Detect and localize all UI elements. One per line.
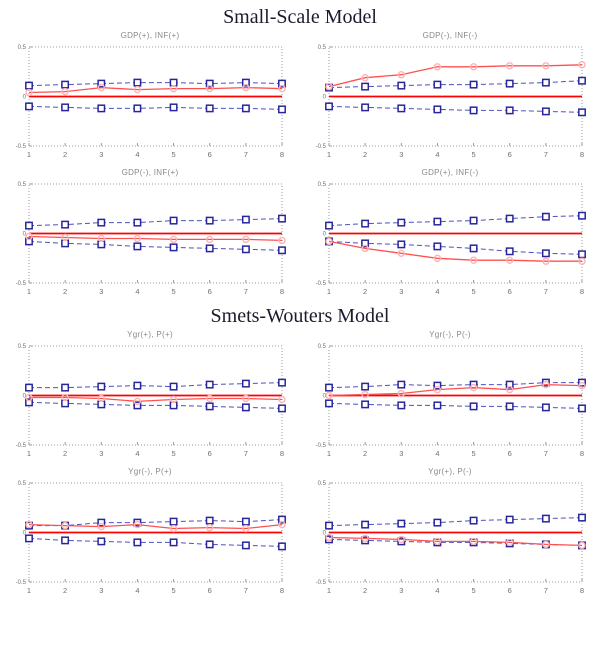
band-square-marker <box>507 403 513 409</box>
band-square-marker <box>326 384 332 390</box>
subplot-title: Ygr(-), P(+) <box>128 467 172 476</box>
subplot-panel <box>306 465 594 602</box>
y-tick-label: 0.5 <box>17 182 26 188</box>
band-square-marker <box>279 106 285 112</box>
band-square-marker <box>543 79 549 85</box>
band-square-marker <box>207 105 213 111</box>
band-square-marker <box>170 539 176 545</box>
x-tick-label: 2 <box>63 586 68 595</box>
x-tick-label: 3 <box>399 287 404 296</box>
x-tick-label: 8 <box>579 586 585 595</box>
band-square-marker <box>134 243 140 249</box>
band-square-marker <box>98 105 104 111</box>
x-tick-label: 2 <box>63 150 68 159</box>
subplot-canvas <box>12 42 288 166</box>
y-tick-label: 0.5 <box>17 45 26 51</box>
band-square-marker <box>507 516 513 522</box>
x-tick-label: 7 <box>543 150 548 159</box>
band-square-marker <box>26 103 32 109</box>
x-tick-label: 3 <box>399 150 404 159</box>
x-tick-label: 3 <box>99 287 104 296</box>
band-square-marker <box>470 245 476 251</box>
group-title-smets-wouters: Smets-Wouters Model <box>210 305 390 327</box>
band-square-marker <box>434 106 440 112</box>
band-square-marker <box>26 222 32 228</box>
x-tick-label: 4 <box>135 586 140 595</box>
band-square-marker <box>170 383 176 389</box>
subplot-title: GDP(-), INF(-) <box>422 31 478 40</box>
band-square-marker <box>243 518 249 524</box>
subplot-panel <box>6 166 294 303</box>
band-square-marker <box>207 541 213 547</box>
x-tick-label: 1 <box>26 449 32 458</box>
band-square-marker <box>362 401 368 407</box>
subplot-title: GDP(+), INF(-) <box>421 168 479 177</box>
x-tick-label: 4 <box>435 449 440 458</box>
subplot-title: GDP(-), INF(+) <box>121 168 179 177</box>
x-tick-label: 5 <box>171 287 176 296</box>
y-tick-label: -0.5 <box>315 281 326 287</box>
band-square-marker <box>579 109 585 115</box>
band-square-marker <box>434 218 440 224</box>
x-tick-label: 6 <box>207 287 212 296</box>
y-tick-label: 0 <box>22 231 26 238</box>
band-square-marker <box>398 241 404 247</box>
x-tick-label: 1 <box>326 287 332 296</box>
x-tick-label: 7 <box>243 150 248 159</box>
band-square-marker <box>26 535 32 541</box>
x-tick-label: 3 <box>399 586 404 595</box>
x-tick-label: 7 <box>543 586 548 595</box>
band-square-marker <box>543 108 549 114</box>
band-square-marker <box>362 83 368 89</box>
band-square-marker <box>279 247 285 253</box>
x-tick-label: 8 <box>579 287 585 296</box>
band-square-marker <box>579 251 585 257</box>
x-tick-label: 6 <box>507 449 512 458</box>
subplot-canvas <box>312 341 588 465</box>
band-square-marker <box>579 78 585 84</box>
band-square-marker <box>170 79 176 85</box>
band-square-marker <box>362 521 368 527</box>
band-square-marker <box>507 248 513 254</box>
subplot-panel <box>6 465 294 602</box>
band-square-marker <box>62 384 68 390</box>
x-tick-label: 2 <box>363 150 368 159</box>
band-square-marker <box>26 384 32 390</box>
band-square-marker <box>207 217 213 223</box>
subplot-panel <box>306 166 594 303</box>
y-tick-label: -0.5 <box>15 580 26 586</box>
band-square-marker <box>470 217 476 223</box>
group-title-small-scale: Small-Scale Model <box>223 6 377 28</box>
band-square-marker <box>207 381 213 387</box>
x-tick-label: 7 <box>543 449 548 458</box>
band-square-marker <box>398 402 404 408</box>
x-tick-label: 2 <box>63 287 68 296</box>
band-square-marker <box>62 537 68 543</box>
x-tick-label: 5 <box>171 150 176 159</box>
x-tick-label: 7 <box>243 287 248 296</box>
band-square-marker <box>62 81 68 87</box>
subplot-canvas <box>12 341 288 465</box>
panel-grid-small-scale <box>0 29 600 303</box>
band-square-marker <box>134 79 140 85</box>
x-tick-label: 8 <box>579 449 585 458</box>
subplot-panel <box>306 328 594 465</box>
x-tick-label: 2 <box>363 449 368 458</box>
band-square-marker <box>170 217 176 223</box>
y-tick-label: -0.5 <box>15 443 26 449</box>
band-square-marker <box>326 222 332 228</box>
subplot-panel <box>6 29 294 166</box>
subplot-canvas <box>312 179 588 303</box>
x-tick-label: 3 <box>99 586 104 595</box>
x-tick-label: 7 <box>243 449 248 458</box>
y-tick-label: 0.5 <box>317 182 326 188</box>
subplot-canvas <box>312 478 588 602</box>
band-square-marker <box>326 522 332 528</box>
band-square-marker <box>434 519 440 525</box>
band-square-marker <box>543 250 549 256</box>
x-tick-label: 5 <box>471 150 476 159</box>
band-square-marker <box>507 80 513 86</box>
y-tick-label: -0.5 <box>315 580 326 586</box>
subplot-panel <box>6 328 294 465</box>
x-tick-label: 8 <box>279 449 285 458</box>
band-square-marker <box>170 518 176 524</box>
x-tick-label: 1 <box>26 287 32 296</box>
band-square-marker <box>326 103 332 109</box>
x-tick-label: 2 <box>63 449 68 458</box>
y-tick-label: 0 <box>22 94 26 101</box>
subplot-canvas <box>12 179 288 303</box>
band-square-marker <box>207 517 213 523</box>
band-square-marker <box>579 213 585 219</box>
band-square-marker <box>243 246 249 252</box>
y-tick-label: 0 <box>322 94 326 101</box>
y-tick-label: 0.5 <box>317 481 326 487</box>
x-tick-label: 4 <box>435 586 440 595</box>
x-tick-label: 3 <box>99 449 104 458</box>
band-square-marker <box>543 404 549 410</box>
band-square-marker <box>98 383 104 389</box>
y-tick-label: 0.5 <box>317 344 326 350</box>
y-tick-label: 0 <box>322 530 326 537</box>
band-square-marker <box>279 379 285 385</box>
band-square-marker <box>98 219 104 225</box>
y-tick-label: -0.5 <box>315 144 326 150</box>
band-square-marker <box>543 214 549 220</box>
x-tick-label: 3 <box>399 449 404 458</box>
x-tick-label: 4 <box>135 150 140 159</box>
x-tick-label: 5 <box>471 287 476 296</box>
x-tick-label: 4 <box>135 287 140 296</box>
subplot-title: Ygr(+), P(+) <box>127 330 173 339</box>
band-square-marker <box>134 105 140 111</box>
band-square-marker <box>579 514 585 520</box>
x-tick-label: 5 <box>471 586 476 595</box>
band-square-marker <box>170 104 176 110</box>
band-square-marker <box>507 107 513 113</box>
band-square-marker <box>398 219 404 225</box>
band-square-marker <box>398 520 404 526</box>
band-square-marker <box>362 104 368 110</box>
x-tick-label: 1 <box>326 150 332 159</box>
x-tick-label: 8 <box>279 586 285 595</box>
y-tick-label: 0.5 <box>17 481 26 487</box>
x-tick-label: 6 <box>207 586 212 595</box>
band-square-marker <box>470 517 476 523</box>
panel-grid-smets-wouters <box>0 328 600 602</box>
band-square-marker <box>170 244 176 250</box>
x-tick-label: 6 <box>207 449 212 458</box>
x-tick-label: 2 <box>363 586 368 595</box>
y-tick-label: 0 <box>22 393 26 400</box>
band-square-marker <box>98 538 104 544</box>
band-square-marker <box>362 220 368 226</box>
band-square-marker <box>279 405 285 411</box>
y-tick-label: -0.5 <box>315 443 326 449</box>
x-tick-label: 6 <box>507 586 512 595</box>
x-tick-label: 5 <box>171 449 176 458</box>
y-tick-label: 0 <box>22 530 26 537</box>
y-tick-label: 0.5 <box>317 45 326 51</box>
band-square-marker <box>279 215 285 221</box>
x-tick-label: 5 <box>171 586 176 595</box>
band-square-marker <box>243 404 249 410</box>
band-square-marker <box>134 539 140 545</box>
subplot-canvas <box>12 478 288 602</box>
band-square-marker <box>62 104 68 110</box>
y-tick-label: 0 <box>322 231 326 238</box>
x-tick-label: 4 <box>135 449 140 458</box>
band-square-marker <box>543 515 549 521</box>
band-square-marker <box>207 403 213 409</box>
band-square-marker <box>434 402 440 408</box>
band-square-marker <box>398 381 404 387</box>
x-tick-label: 1 <box>326 586 332 595</box>
x-tick-label: 8 <box>579 150 585 159</box>
y-tick-label: 0 <box>322 393 326 400</box>
x-tick-label: 1 <box>326 449 332 458</box>
band-square-marker <box>243 105 249 111</box>
band-square-marker <box>398 82 404 88</box>
y-tick-label: -0.5 <box>15 281 26 287</box>
band-square-marker <box>507 215 513 221</box>
band-square-marker <box>243 380 249 386</box>
x-tick-label: 3 <box>99 150 104 159</box>
x-tick-label: 4 <box>435 150 440 159</box>
x-tick-label: 7 <box>543 287 548 296</box>
band-square-marker <box>207 245 213 251</box>
band-square-marker <box>362 383 368 389</box>
band-square-marker <box>470 107 476 113</box>
x-tick-label: 1 <box>26 150 32 159</box>
x-tick-label: 2 <box>363 287 368 296</box>
y-tick-label: -0.5 <box>15 144 26 150</box>
band-square-marker <box>243 542 249 548</box>
x-tick-label: 5 <box>471 449 476 458</box>
band-square-marker <box>134 382 140 388</box>
band-square-marker <box>434 81 440 87</box>
y-tick-label: 0.5 <box>17 344 26 350</box>
subplot-title: GDP(+), INF(+) <box>120 31 180 40</box>
band-square-marker <box>243 216 249 222</box>
subplot-panel <box>306 29 594 166</box>
subplot-title: Ygr(+), P(-) <box>428 467 472 476</box>
band-square-marker <box>470 403 476 409</box>
x-tick-label: 4 <box>435 287 440 296</box>
band-square-marker <box>398 105 404 111</box>
x-tick-label: 8 <box>279 150 285 159</box>
x-tick-label: 7 <box>243 586 248 595</box>
subplot-canvas <box>312 42 588 166</box>
band-square-marker <box>134 219 140 225</box>
x-tick-label: 6 <box>507 150 512 159</box>
x-tick-label: 6 <box>207 150 212 159</box>
band-square-marker <box>326 400 332 406</box>
x-tick-label: 1 <box>26 586 32 595</box>
x-tick-label: 6 <box>507 287 512 296</box>
band-square-marker <box>279 543 285 549</box>
band-square-marker <box>434 243 440 249</box>
band-square-marker <box>26 82 32 88</box>
subplot-title: Ygr(-), P(-) <box>429 330 471 339</box>
x-tick-label: 8 <box>279 287 285 296</box>
band-square-marker <box>470 81 476 87</box>
band-square-marker <box>62 221 68 227</box>
band-square-marker <box>579 405 585 411</box>
